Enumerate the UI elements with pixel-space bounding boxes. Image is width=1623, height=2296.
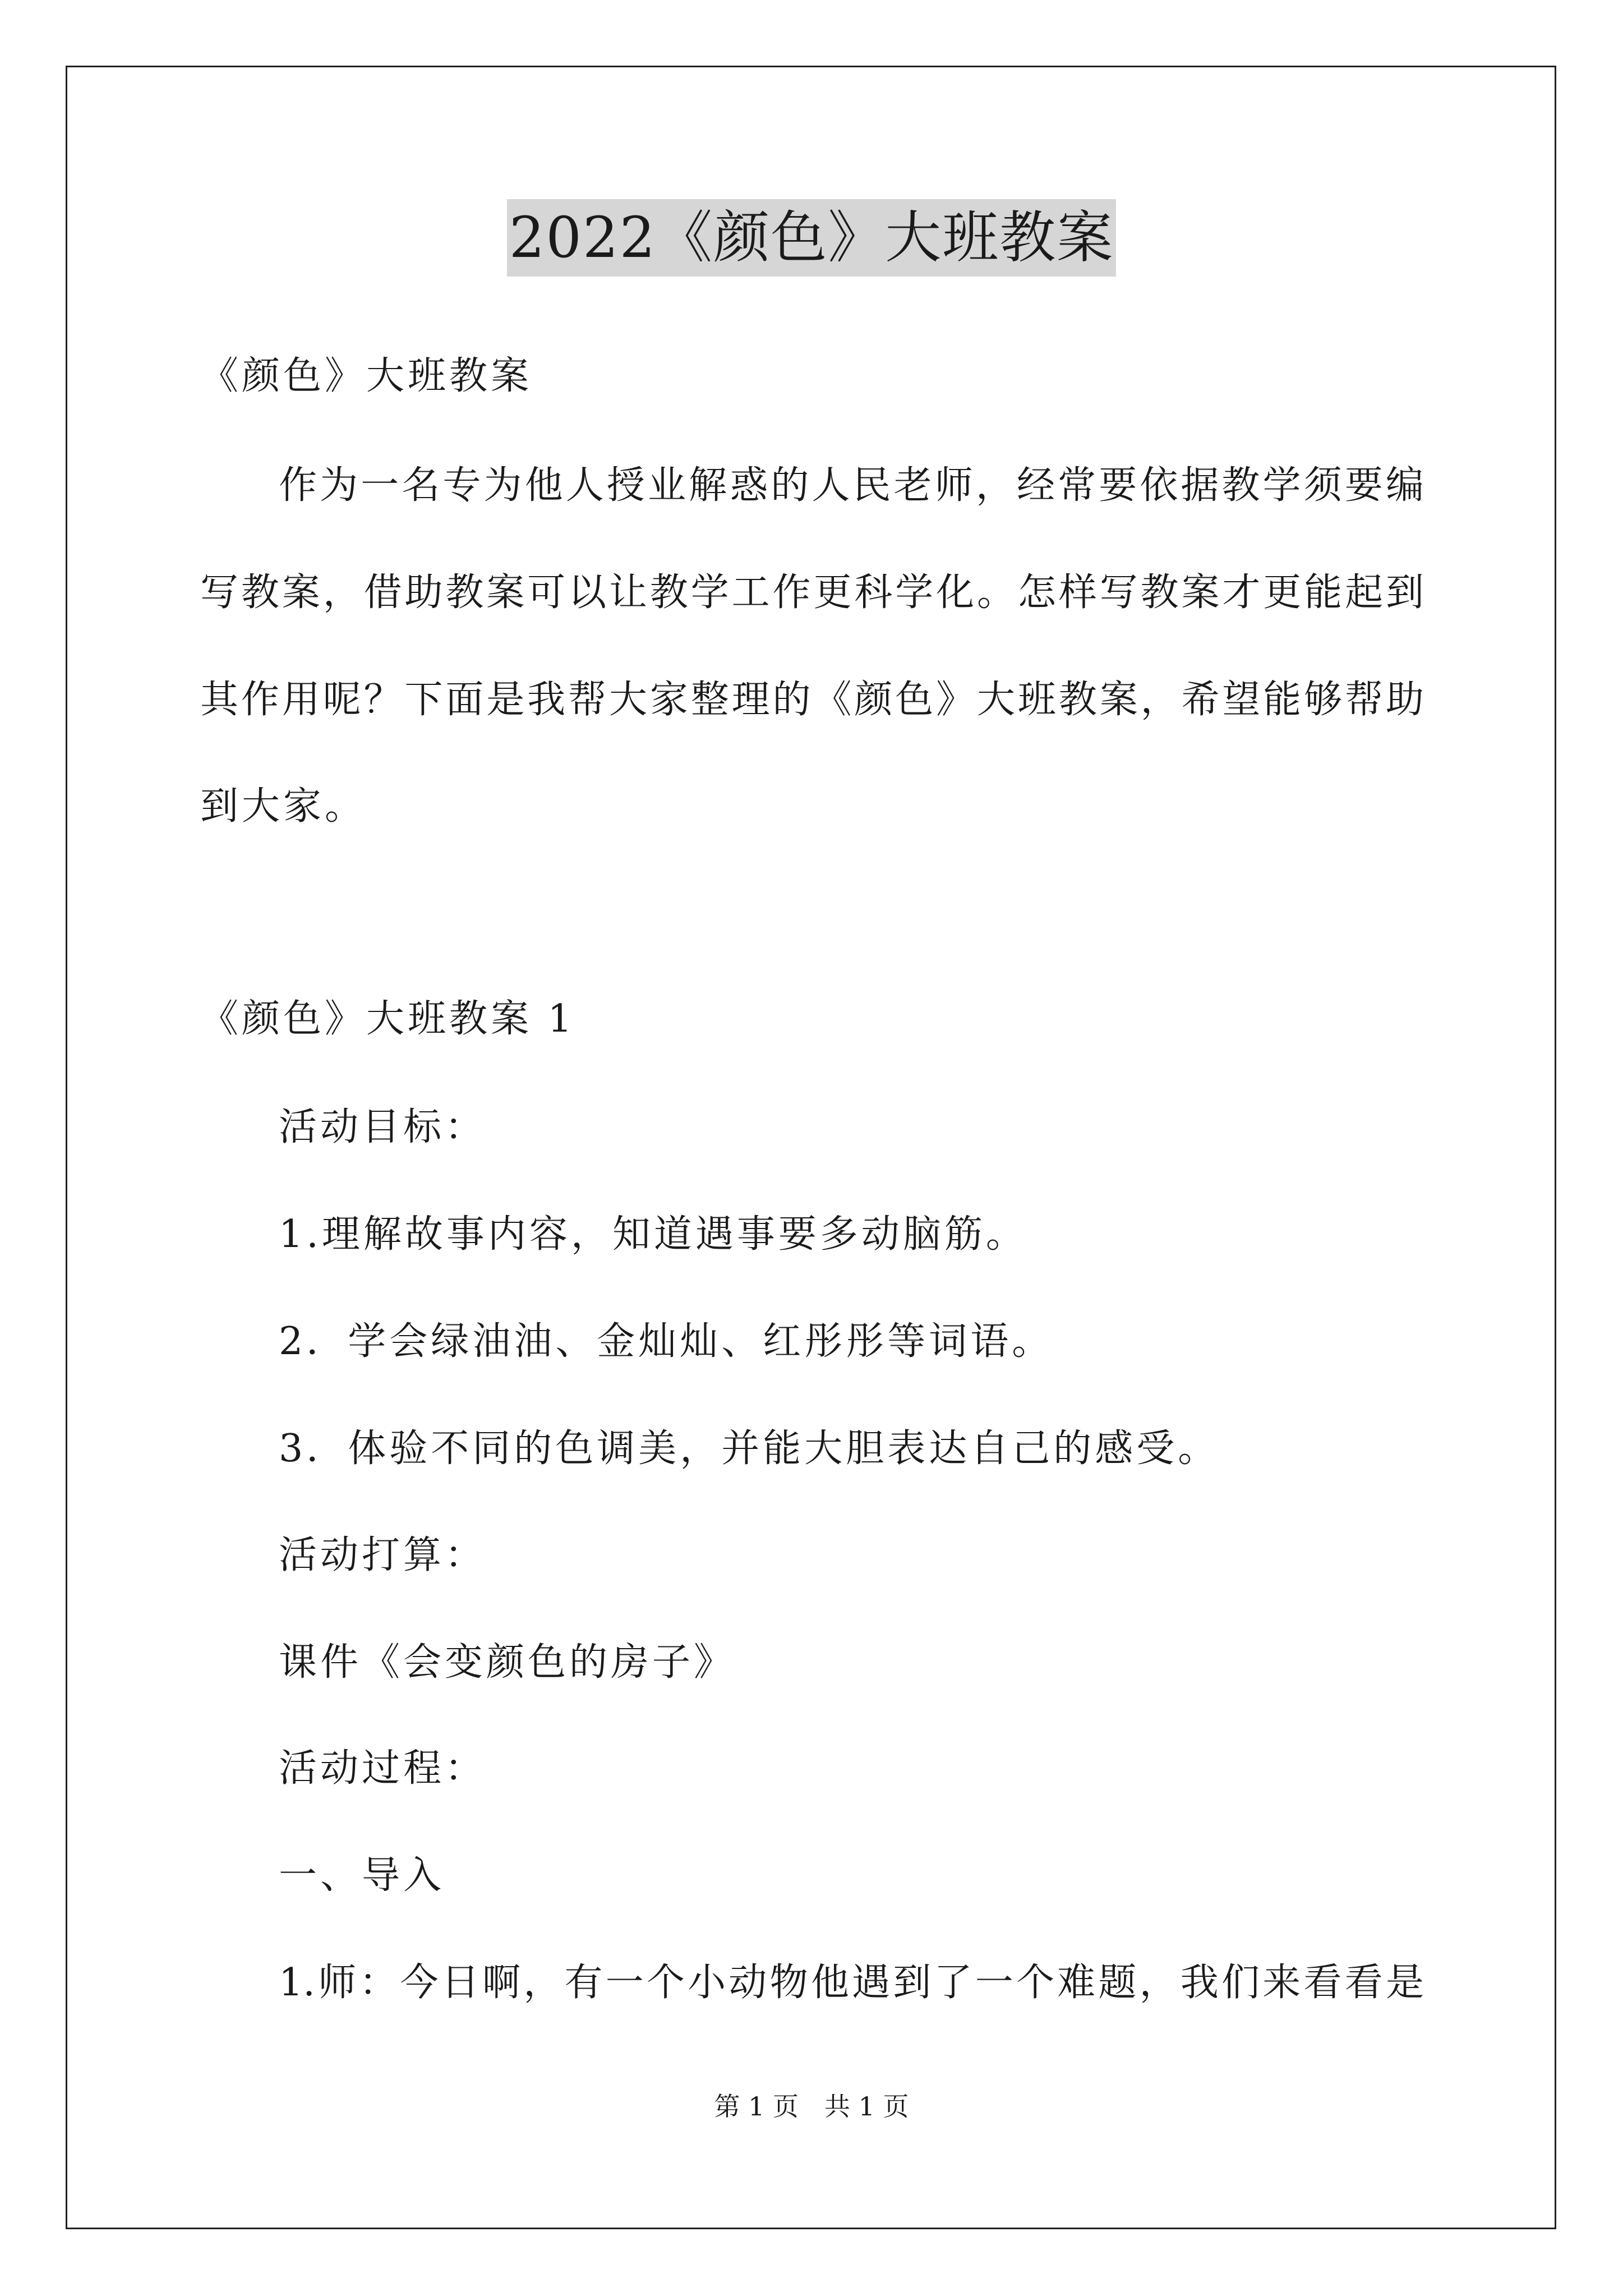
prep-item: 课件《会变颜色的房子》 — [279, 1640, 736, 1685]
goal-item-3: 3．体验不同的色调美，并能大胆表达自己的感受。 — [279, 1427, 1220, 1471]
goals-label: 活动目标： — [279, 1105, 487, 1149]
intro-line-1: 作为一名专为他人授业解惑的人民老师，经常要依据教学须要编 — [279, 463, 1424, 508]
intro-line-4: 到大家。 — [200, 784, 367, 829]
document-title: 2022《颜色》大班教案 — [507, 199, 1117, 277]
page-footer: 第 1 页 共 1 页 — [714, 2091, 909, 2122]
goal-item-2: 2．学会绿油油、金灿灿、红彤彤等词语。 — [279, 1319, 1054, 1364]
intro-line-3: 其作用呢？下面是我帮大家整理的《颜色》大班教案，希望能够帮助 — [200, 678, 1424, 722]
section-heading: 《颜色》大班教案 1 — [200, 997, 575, 1041]
title-container — [0, 199, 1623, 277]
prep-label: 活动打算： — [279, 1533, 487, 1577]
process-label: 活动过程： — [279, 1746, 487, 1791]
goal-item-1: 1.理解故事内容，知道遇事要多动脑筋。 — [279, 1212, 1027, 1257]
document-subtitle: 《颜色》大班教案 — [200, 354, 533, 398]
intro-line-2: 写教案，借助教案可以让教学工作更科学化。怎样写教案才更能起到 — [200, 570, 1424, 615]
step-line: 1.师：今日啊，有一个小动物他遇到了一个难题，我们来看看是 — [279, 1961, 1424, 2005]
step-heading: 一、导入 — [279, 1853, 445, 1898]
